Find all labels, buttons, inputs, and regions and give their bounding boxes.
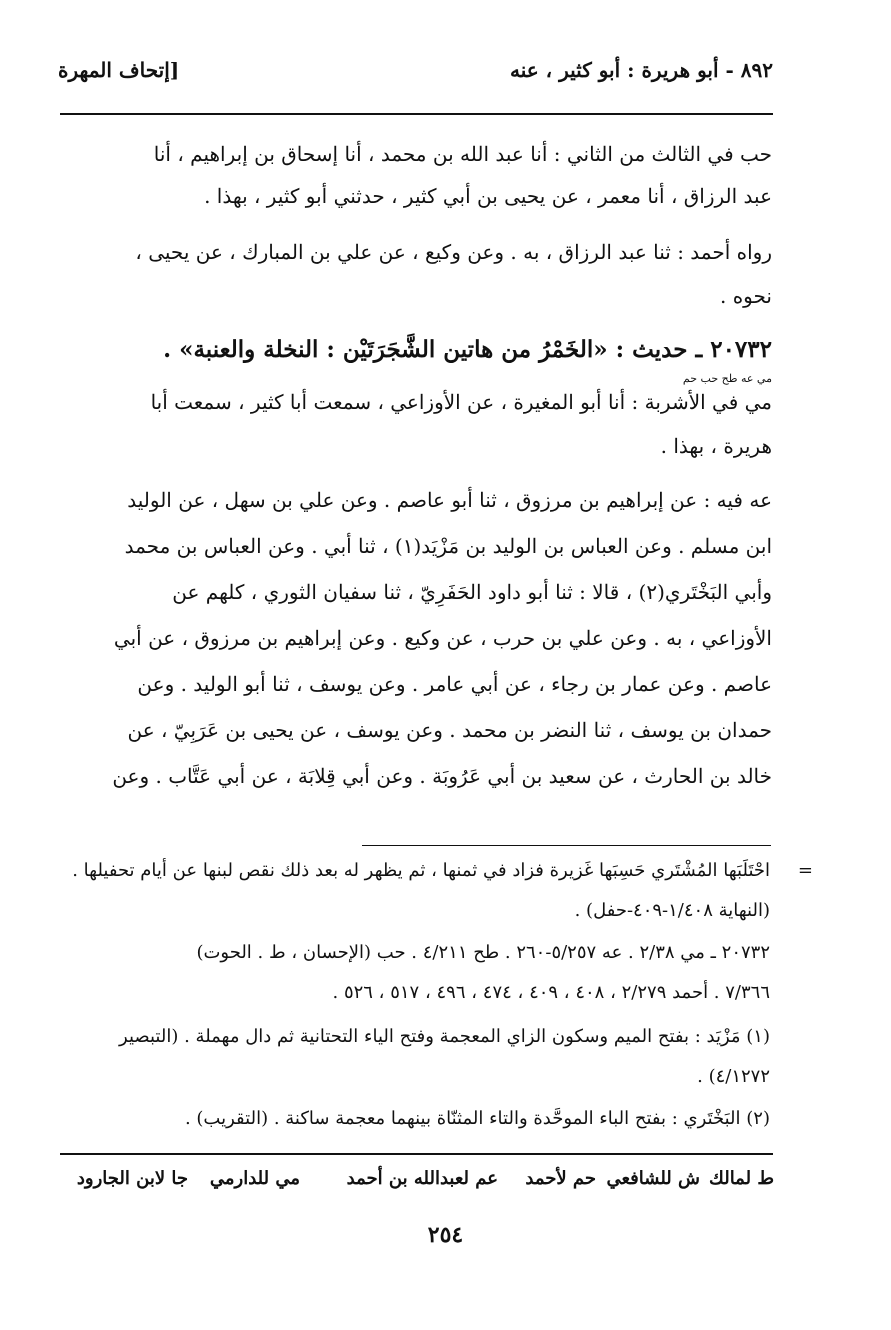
abbreviation-item: جا لابن الجارود	[76, 1168, 188, 1189]
text-line: عاصم . وعن عمار بن رجاء ، عن أبي عامر . وعن يوسف ، ثنا أبو الوليد . وعن	[137, 672, 772, 696]
hadith-heading: ٢٠٧٣٢ ـ حديث : «الخَمْرُ من هاتين الشَّجَرَتَيْن : النخلة والعنبة» .	[163, 336, 772, 363]
text-line: نحوه .	[719, 284, 772, 308]
footnote-sources: ٢٠٧٣٢ ـ مي ٢/٣٨ . عه ٥/٢٥٧-٢٦٠ . طح ٤/٢١١ . حب (الإحسان ، ط . الحوت)	[196, 942, 770, 963]
text-line: مي في الأشربة : أنا أبو المغيرة ، عن الأوزاعي ، سمعت أبا كثير ، سمعت أبا	[150, 390, 772, 414]
abbreviation-item: عم لعبدالله بن أحمد	[346, 1168, 498, 1189]
text-line: عه فيه : عن إبراهيم بن مرزوق ، ثنا أبو عاصم . وعن علي بن سهل ، عن الوليد	[127, 488, 772, 512]
footnote-1: ٤/١٢٧٢) .	[697, 1066, 770, 1087]
main-text	[66, 128, 772, 828]
footnote-continuation: (النهاية ١/٤٠٨-٤٠٩-حفل) .	[574, 900, 770, 921]
abbreviation-item: حم لأحمد	[525, 1168, 596, 1189]
abbreviation-item: ش للشافعي	[606, 1168, 700, 1189]
page-header	[58, 58, 773, 94]
footnote-2: (٢) البَخْتَري : بفتح الباء الموحَّدة والتاء المثنّاة بينهما معجمة ساكنة . (التقريب) .	[184, 1108, 770, 1129]
text-line: حمدان بن يوسف ، ثنا النضر بن محمد . وعن يوسف ، عن يحيى بن عَرَبِيّ ، عن	[127, 718, 772, 742]
page-number: ٢٥٤	[427, 1222, 464, 1248]
text-line: وأبي البَخْتَري(٢) ، قالا : ثنا أبو داود الحَفَرِيّ ، ثنا سفيان الثوري ، كلهم عن	[172, 580, 772, 604]
text-line: هريرة ، بهذا .	[660, 434, 772, 458]
abbreviations-rule	[60, 1153, 773, 1155]
text-line: رواه أحمد : ثنا عبد الرزاق ، به . وعن وكيع ، عن علي بن المبارك ، عن يحيى ،	[135, 240, 772, 264]
header-book-title: [إتحاف المهرة	[58, 58, 180, 82]
hadith-source-codes: مي عه طح حب حم	[682, 372, 772, 385]
footnote-continuation: احْتَلَبَها المُشْتَري حَسِبَها غَزيرة فزاد في ثمنها ، ثم يظهر له بعد ذلك نقص لبنها عن أيام تحفيلها .	[72, 860, 770, 881]
abbreviations-legend	[62, 1168, 774, 1198]
text-line: حب في الثالث من الثاني : أنا عبد الله بن محمد ، أنا إسحاق بن إبراهيم ، أنا	[153, 142, 772, 166]
abbreviation-item: ط لمالك	[709, 1168, 774, 1189]
footnote-1: (١) مَزْيَد : بفتح الميم وسكون الزاي المعجمة وفتح الياء التحتانية ثم دال مهملة . (التبصير	[119, 1026, 770, 1047]
abbreviation-item: مي للدارمي	[209, 1168, 300, 1189]
text-line: خالد بن الحارث ، عن سعيد بن أبي عَرُوبَة . وعن أبي قِلابَة ، عن أبي عَتَّاب . وعن	[112, 764, 772, 788]
text-line: ابن مسلم . وعن العباس بن الوليد بن مَزْيَد(١) ، ثنا أبي . وعن العباس بن محمد	[124, 534, 772, 558]
continuation-mark: =	[797, 860, 813, 881]
footnote-separator	[362, 845, 771, 846]
text-line: عبد الرزاق ، أنا معمر ، عن يحيى بن أبي كثير ، حدثني أبو كثير ، بهذا .	[204, 184, 772, 208]
footnotes	[58, 852, 770, 1152]
header-rule	[60, 113, 773, 115]
header-chapter-title: ٨٩٢ - أبو هريرة : أبو كثير ، عنه	[510, 58, 773, 82]
text-line: الأوزاعي ، به . وعن علي بن حرب ، عن وكيع . وعن إبراهيم بن مرزوق ، عن أبي	[113, 626, 772, 650]
footnote-sources: ٧/٣٦٦ . أحمد ٢/٢٧٩ ، ٤٠٨ ، ٤٠٩ ، ٤٧٤ ، ٤٩٦ ، ٥١٧ ، ٥٢٦ .	[332, 982, 770, 1003]
